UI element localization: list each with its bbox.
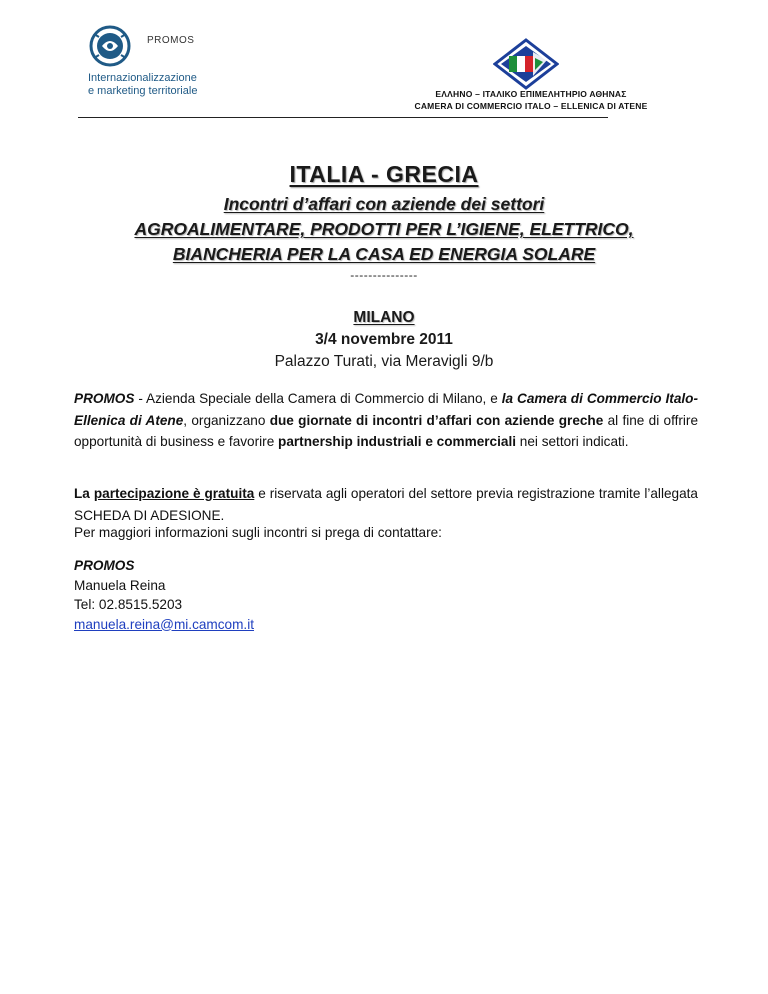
promos-name: PROMOS bbox=[74, 391, 135, 406]
subtitle-line-1: Incontri d’affari con aziende dei settori bbox=[223, 194, 545, 214]
partnership-mention: partnership industriali e commerciali bbox=[278, 434, 516, 449]
info-paragraph: Per maggiori informazioni sugli incontri si prega di contattare: bbox=[74, 525, 442, 540]
promos-tagline-line-1: Internazionalizzazione bbox=[88, 72, 197, 84]
contact-name: Manuela Reina bbox=[74, 577, 166, 593]
chamber-name-italian: CAMERA DI COMMERCIO ITALO – ELLENICA DI ATENE bbox=[414, 101, 648, 111]
contact-phone: Tel: 02.8515.5203 bbox=[74, 597, 183, 612]
promos-logo bbox=[84, 18, 224, 100]
event-date: 3/4 novembre 2011 bbox=[315, 331, 453, 348]
intro-text-1: - Azienda Speciale della Camera di Commercio di Milano, e bbox=[134, 391, 502, 406]
participation-paragraph bbox=[74, 483, 698, 526]
contact-organization: PROMOS bbox=[74, 558, 135, 573]
header-divider bbox=[78, 117, 608, 118]
subtitle-line-2: AGROALIMENTARE, PRODOTTI PER L’IGIENE, ELETTRICO, bbox=[134, 219, 634, 239]
event-venue: Palazzo Turati, via Meravigli 9/b bbox=[274, 353, 494, 370]
event-city: MILANO bbox=[353, 309, 415, 326]
title-separator: --------------- bbox=[350, 268, 418, 282]
promos-tagline-line-2: e marketing territoriale bbox=[88, 85, 198, 97]
intro-paragraph bbox=[74, 388, 698, 453]
promos-logo-name: PROMOS bbox=[147, 35, 195, 46]
hellenic-italian-chamber-icon bbox=[493, 38, 559, 90]
contact-email-link[interactable]: manuela.reina@mi.camcom.it bbox=[74, 616, 255, 632]
chamber-name-greek: ΕΛΛΗΝΟ – ΙΤΑΛΙΚΟ ΕΠΙΜΕΛΗΤΗΡΙΟ ΑΘΗΝΑΣ bbox=[435, 89, 627, 99]
chamber-mention: la Camera di Commercio Italo- Ellenica di Atene bbox=[74, 391, 698, 428]
participation-free: partecipazione è gratuita bbox=[93, 486, 255, 501]
intro-text-3: al fine di offrire opportunità di business e favorire bbox=[74, 412, 699, 449]
promos-tagline bbox=[88, 72, 197, 98]
intro-text-4: nei settori indicati. bbox=[516, 434, 629, 449]
participation-la: La bbox=[74, 486, 90, 501]
meetings-mention: due giornate di incontri d’affari con aziende greche bbox=[269, 412, 604, 428]
subtitle-line-3: BIANCHERIA PER LA CASA ED ENERGIA SOLARE bbox=[172, 244, 596, 264]
chamber-name bbox=[372, 88, 690, 112]
contact-block bbox=[74, 556, 474, 634]
promos-emblem-icon bbox=[88, 24, 136, 68]
intro-text-2: , organizzano bbox=[183, 412, 270, 428]
document-title: ITALIA - GRECIA bbox=[289, 161, 479, 187]
participation-text: e riservata agli operatori del settore previa registrazione tramite l’allegata SCHEDA DI ADESIONE. bbox=[74, 486, 698, 523]
